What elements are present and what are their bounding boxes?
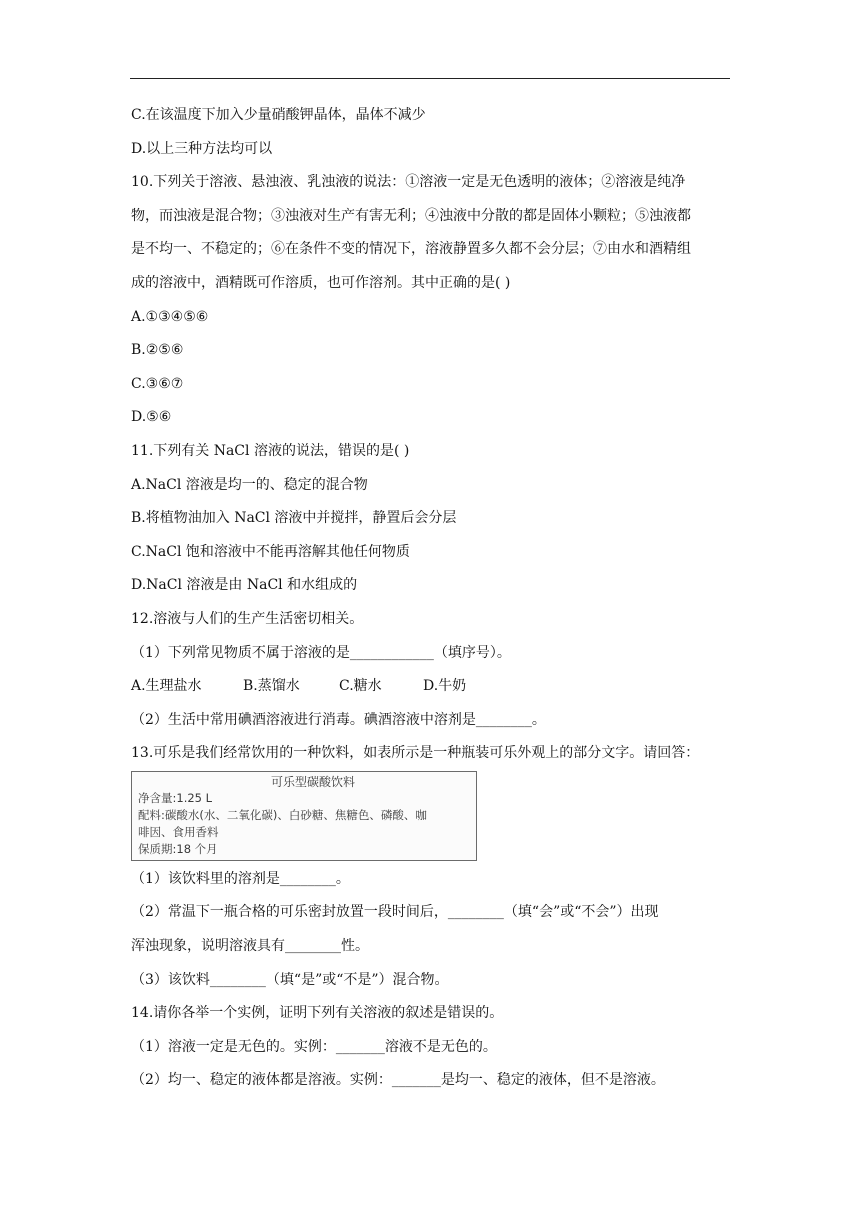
q10-stem-line-3: 是不均一、不稳定的；⑥在条件不变的情况下，溶液静置多久都不会分层；⑦由水和酒精组	[131, 241, 691, 258]
q14-part-2: （2）均一、稳定的液体都是溶液。实例：_______是均一、稳定的液体，但不是溶液。	[131, 1072, 665, 1089]
q13-stem: 13.可乐是我们经常饮用的一种饮料，如表所示是一种瓶装可乐外观上的部分文字。请回答：	[131, 745, 700, 762]
q11-option-b: B.将植物油加入 NaCl 溶液中并搅拌，静置后会分层	[131, 510, 457, 527]
q13-part-2-line-2: 浑浊现象，说明溶液具有________性。	[131, 938, 369, 955]
q11-option-d: D.NaCl 溶液是由 NaCl 和水组成的	[131, 577, 358, 594]
q13-part-2-line-1: （2）常温下一瓶合格的可乐密封放置一段时间后，________（填“会”或“不会”）出现	[131, 904, 659, 921]
q12-option-b: B.蒸馏水	[243, 678, 300, 695]
q10-option-c: C.③⑥⑦	[131, 375, 184, 392]
q12-option-d: D.牛奶	[423, 678, 467, 695]
question-content	[131, 105, 731, 1104]
q14-stem: 14.请你各举一个实例，证明下列有关溶液的叙述是错误的。	[131, 1005, 504, 1022]
q11-stem: 11.下列有关 NaCl 溶液的说法，错误的是( )	[131, 442, 410, 459]
q9-option-c: C.在该温度下加入少量硝酸钾晶体，晶体不减少	[131, 107, 426, 123]
q11-option-c: C.NaCl 饱和溶液中不能再溶解其他任何物质	[131, 543, 410, 560]
cola-label-title: 可乐型碳酸饮料	[270, 774, 355, 789]
q10-option-b: B.②⑤⑥	[131, 342, 184, 359]
q12-stem: 12.溶液与人们的生产生活密切相关。	[131, 610, 364, 627]
cola-label-net-content: 净含量:1.25 L	[138, 790, 213, 805]
q10-stem-line-4: 成的溶液中，酒精既可作溶质，也可作溶剂。其中正确的是( )	[131, 274, 511, 291]
cola-label-ingredients-1: 配料:碳酸水(水、二氧化碳)、白砂糖、焦糖色、磷酸、咖	[138, 807, 427, 822]
q12-option-a: A.生理盐水	[131, 678, 202, 695]
q14-part-1: （1）溶液一定是无色的。实例：_______溶液不是无色的。	[131, 1038, 497, 1055]
q12-part-1: （1）下列常见物质不属于溶液的是____________（填序号）。	[131, 644, 511, 661]
header-rule	[130, 78, 730, 79]
q12-part-2: （2）生活中常用碘酒溶液进行消毒。碘酒溶液中溶剂是________。	[131, 711, 546, 728]
cola-label-ingredients-2: 啡因、食用香料	[138, 824, 219, 839]
q12-options	[131, 676, 731, 696]
q10-option-a: A.①③④⑤⑥	[131, 308, 209, 325]
q9-option-d: D.以上三种方法均可以	[131, 140, 273, 157]
cola-label-image	[131, 771, 477, 861]
q12-option-c: C.糖水	[339, 678, 382, 695]
q10-stem-line-2: 物，而浊液是混合物；③浊液对生产有害无利；④浊液中分散的都是固体小颗粒；⑤浊液都	[131, 207, 691, 224]
q13-part-1: （1）该饮料里的溶剂是________。	[131, 870, 350, 887]
q10-stem-line-1: 10.下列关于溶液、悬浊液、乳浊液的说法：①溶液一定是无色透明的液体；②溶液是纯净	[131, 174, 686, 191]
q10-option-d: D.⑤⑥	[131, 409, 172, 426]
cola-label-shelf-life: 保质期:18 个月	[138, 841, 218, 856]
q11-option-a: A.NaCl 溶液是均一的、稳定的混合物	[131, 476, 368, 493]
q13-part-3: （3）该饮料________（填“是”或“不是”）混合物。	[131, 971, 449, 988]
